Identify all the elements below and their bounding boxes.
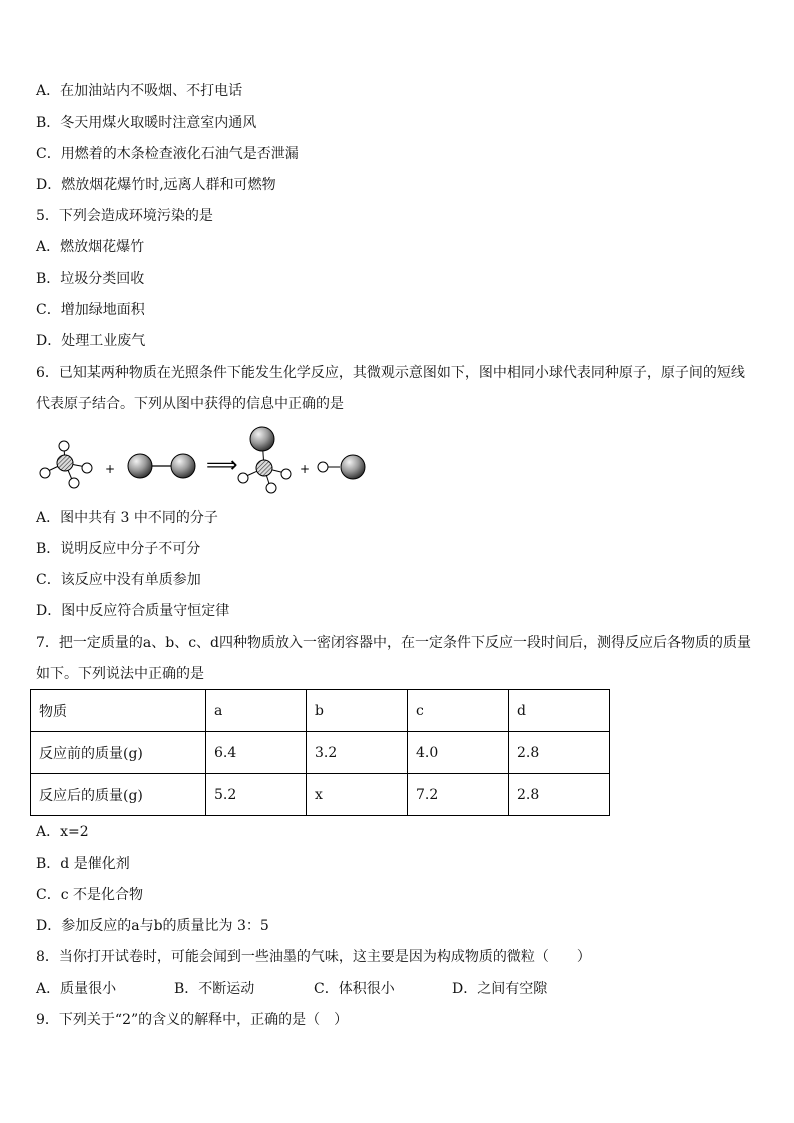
q6-option-c: C．该反应中没有单质参加 bbox=[36, 572, 201, 588]
table-cell: 7.2 bbox=[408, 774, 509, 816]
q7-option-a: A．x=2 bbox=[36, 824, 89, 840]
q4-option-b: B．冬天用煤火取暖时注意室内通风 bbox=[36, 115, 257, 131]
q5-option-d: D．处理工业废气 bbox=[36, 333, 146, 349]
table-cell: c bbox=[408, 690, 509, 732]
table-cell: x bbox=[307, 774, 408, 816]
chloromethane-molecule bbox=[238, 427, 291, 493]
hydrogen-chloride-molecule bbox=[318, 455, 365, 479]
table-cell: 3.2 bbox=[307, 732, 408, 774]
q8-option-d: D．之间有空隙 bbox=[452, 981, 548, 997]
table-cell: a bbox=[206, 690, 307, 732]
plus-sign: + bbox=[105, 462, 116, 476]
q6-stem: 6．已知某两种物质在光照条件下能发生化学反应，其微观示意图如下，图中相同小球代表同种原子，原子间的短线代表原子结合。下列从图中获得的信息中正确的是 bbox=[36, 365, 745, 412]
mass-table bbox=[30, 689, 610, 816]
table-cell: 6.4 bbox=[206, 732, 307, 774]
table-row bbox=[31, 774, 610, 816]
q4-option-d: D．燃放烟花爆竹时,远离人群和可燃物 bbox=[36, 177, 276, 193]
q4-option-c: C．用燃着的木条检查液化石油气是否泄漏 bbox=[36, 146, 299, 162]
q4-option-a: A．在加油站内不吸烟、不打电话 bbox=[36, 83, 243, 99]
q6-option-a: A．图中共有 3 中不同的分子 bbox=[36, 510, 218, 526]
table-row bbox=[31, 732, 610, 774]
q8-option-b: B．不断运动 bbox=[174, 981, 255, 997]
q5-stem: 5．下列会造成环境污染的是 bbox=[36, 208, 213, 224]
table-cell: 2.8 bbox=[509, 732, 610, 774]
table-cell: 4.0 bbox=[408, 732, 509, 774]
table-cell: 2.8 bbox=[509, 774, 610, 816]
q6-option-d: D．图中反应符合质量守恒定律 bbox=[36, 603, 230, 619]
q5-option-c: C．增加绿地面积 bbox=[36, 302, 145, 318]
table-cell: 物质 bbox=[31, 690, 206, 732]
q8-option-c: C．体积很小 bbox=[314, 981, 395, 997]
q7-option-c: C．c 不是化合物 bbox=[36, 887, 144, 903]
q8-options bbox=[36, 979, 756, 999]
table-cell: d bbox=[509, 690, 610, 732]
methane-molecule bbox=[40, 441, 92, 488]
q8-option-a: A．质量很小 bbox=[36, 981, 117, 997]
table-cell: 反应前的质量(g) bbox=[31, 732, 206, 774]
q7-option-b: B．d 是催化剂 bbox=[36, 856, 130, 872]
q5-option-b: B．垃圾分类回收 bbox=[36, 271, 145, 287]
chlorine-molecule bbox=[128, 454, 195, 478]
q7-stem: 7．把一定质量的a、b、c、d四种物质放入一密闭容器中，在一定条件下反应一段时间后，测得反应后各物质的质量如下。下列说法中正确的是 bbox=[36, 635, 752, 682]
q7-option-d: D．参加反应的a与b的质量比为 3：5 bbox=[36, 918, 269, 934]
table-cell: 5.2 bbox=[206, 774, 307, 816]
q6-option-b: B．说明反应中分子不可分 bbox=[36, 541, 201, 557]
q5-option-a: A．燃放烟花爆竹 bbox=[36, 239, 145, 255]
table-header-row bbox=[31, 690, 610, 732]
q8-stem: 8．当你打开试卷时，可能会闻到一些油墨的气味，这主要是因为构成物质的微粒（ ） bbox=[36, 949, 591, 965]
table-cell: 反应后的质量(g) bbox=[31, 774, 206, 816]
reaction-diagram bbox=[34, 420, 394, 500]
q9-stem: 9．下列关于“2”的含义的解释中，正确的是（ ） bbox=[36, 1012, 349, 1028]
reaction-arrow: ⟹ bbox=[206, 453, 238, 478]
plus-sign: + bbox=[300, 462, 311, 476]
table-cell: b bbox=[307, 690, 408, 732]
